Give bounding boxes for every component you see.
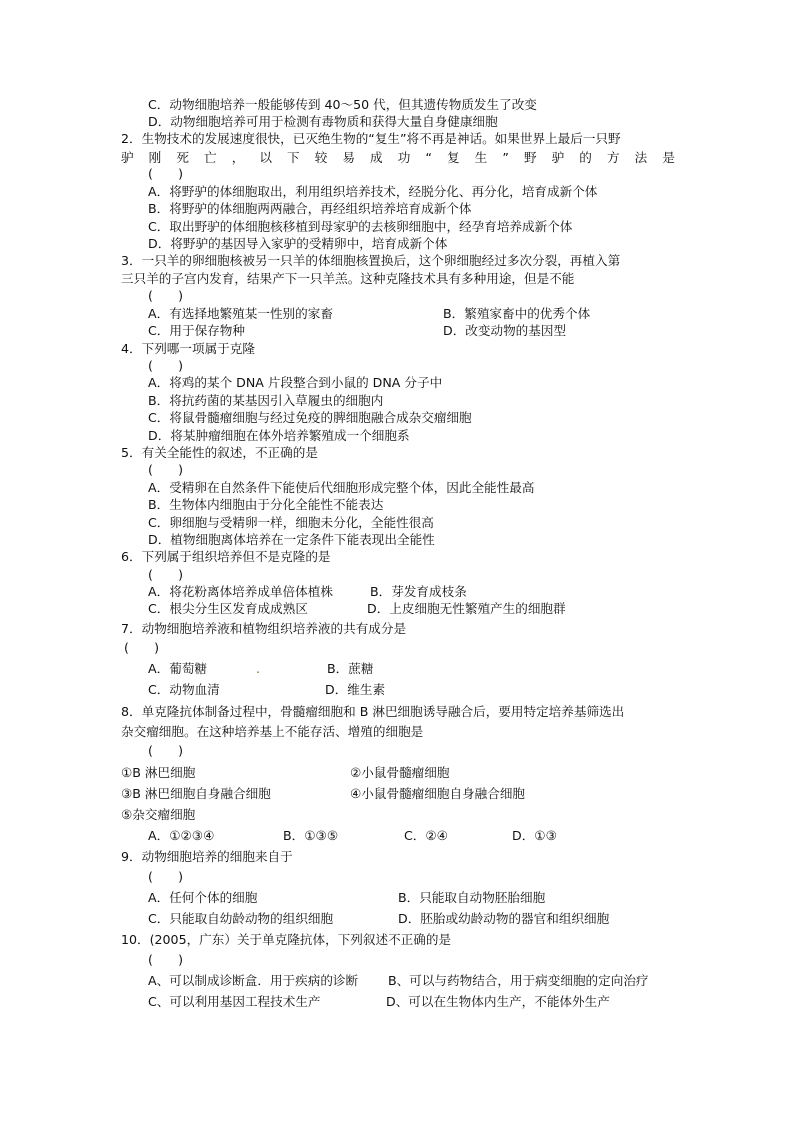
- q2-line2-char: 亡: [204, 150, 217, 165]
- q2-answer-paren: ( ): [148, 166, 184, 181]
- q5-option-a: A．受精卵在自然条件下能使后代细胞形成完整个体，因此全能性最高: [148, 480, 535, 495]
- q8-stem-line1: 8．单克隆抗体制备过程中，骨髓瘤细胞和 B 淋巴细胞诱导融合后，要用特定培养基筛选出: [121, 704, 625, 719]
- q6-option-b: B．芽发育成枝条: [370, 584, 467, 599]
- q10-stem: 10．(2005，广东）关于单克隆抗体，下列叙述不正确的是: [121, 932, 452, 947]
- q7-option-c: C．动物血清: [148, 682, 220, 697]
- q4-answer-paren: ( ): [148, 358, 184, 373]
- q2-line2-char: 以: [259, 150, 272, 165]
- q2-line2-char: 较: [314, 150, 328, 165]
- q4-option-b: B．将抗药菌的某基因引入草履虫的细胞内: [148, 393, 384, 408]
- q5-option-d: D．植物细胞离体培养在一定条件下能表现出全能性: [148, 532, 435, 547]
- q9-option-c: C．只能取自幼龄动物的组织细胞: [148, 911, 334, 926]
- q2-option-d: D．将野驴的基因导入家驴的受精卵中，培育成新个体: [148, 236, 448, 251]
- q8-option-b: B．①③⑤: [283, 828, 339, 843]
- q3-option-b: B．繁殖家畜中的优秀个体: [443, 306, 591, 321]
- q3-option-c: C．用于保存物种: [148, 323, 245, 338]
- q9-option-a: A．任何个体的细胞: [148, 890, 258, 905]
- q10-option-c: C、可以利用基因工程技术生产: [148, 994, 321, 1009]
- q8-stem-line2: 杂交瘤细胞。在这种培养基上不能存活、增殖的细胞是: [121, 724, 424, 739]
- q8-option-a: A．①②③④: [148, 828, 215, 843]
- q8-answer-paren: ( ): [148, 743, 184, 758]
- q2-line2-char: 死: [176, 150, 189, 165]
- q3-option-a: A．有选择地繁殖某一性别的家畜: [148, 306, 333, 321]
- q2-line2-char: 法: [634, 150, 648, 165]
- q10-option-b: B、可以与药物结合，用于病变细胞的定向治疗: [388, 973, 649, 988]
- q2-line2-char: 驴: [551, 150, 565, 165]
- q5-stem: 5．有关全能性的叙述，不正确的是: [121, 445, 318, 460]
- q9-option-b: B．只能取自动物胚胎细胞: [398, 890, 546, 905]
- q4-stem: 4．下列哪一项属于克隆: [121, 341, 255, 356]
- q2-line2-char: 方: [606, 150, 620, 165]
- q7-stray-dot: .: [256, 661, 261, 676]
- q2-line2-char: “: [425, 150, 432, 165]
- q8-option-d: D．①③: [512, 828, 557, 843]
- q2-stem-line1: 2．生物技术的发展速度很快，已灭绝生物的“复生”将不再是神话。如果世界上最后一只野: [121, 131, 621, 146]
- q8-item-4: ④小鼠骨髓瘤细胞自身融合细胞: [350, 786, 526, 801]
- q2-line2-char: 易: [342, 150, 355, 165]
- q9-option-d: D．胚胎或幼龄动物的器官和组织细胞: [398, 911, 610, 926]
- q2-line2-char: 下: [287, 150, 300, 165]
- q2-line2-char: 复: [447, 150, 460, 165]
- q2-line2-char: 的: [579, 150, 592, 165]
- q10-answer-paren: ( ): [148, 952, 184, 967]
- q3-stem-line2: 三只羊的子宫内发育，结果产下一只羊羔。这种克隆技术具有多种用途，但是不能: [121, 271, 575, 286]
- q6-option-c: C．根尖分生区发育成成熟区: [148, 601, 308, 616]
- q2-line2-char: 功: [397, 150, 411, 165]
- q3-stem-line1: 3．一只羊的卵细胞核被另一只羊的体细胞核置换后，这个卵细胞经过多次分裂，再植入第: [121, 253, 621, 268]
- q6-answer-paren: ( ): [148, 567, 184, 582]
- q9-answer-paren: ( ): [148, 869, 184, 884]
- q7-option-b: B．蔗糖: [327, 661, 374, 676]
- q3-answer-paren: ( ): [148, 288, 184, 303]
- q8-option-c: C．②④: [404, 828, 448, 843]
- q1-option-d: D．动物细胞培养可用于检测有毒物质和获得大量自身健康细胞: [148, 114, 498, 129]
- q2-stem-line2: [121, 149, 675, 166]
- q2-option-a: A．将野驴的体细胞取出，利用组织培养技术，经脱分化、再分化，培育成新个体: [148, 184, 598, 199]
- q5-option-c: C．卵细胞与受精卵一样，细胞未分化，全能性很高: [148, 515, 434, 530]
- q7-option-d: D．维生素: [325, 682, 386, 697]
- q2-line2-char: 野: [523, 150, 537, 165]
- q6-option-a: A．将花粉离体培养成单倍体植株: [148, 584, 333, 599]
- q6-stem: 6．下列属于组织培养但不是克隆的是: [121, 549, 331, 564]
- q3-option-d: D．改变动物的基因型: [443, 323, 567, 338]
- q2-line2-char: ”: [502, 150, 509, 165]
- q7-option-a: A．葡萄糖: [148, 661, 207, 676]
- q2-line2-char: 刚: [148, 150, 162, 165]
- q2-line2-char: 是: [662, 150, 675, 165]
- q10-option-a: A、可以制成诊断盒．用于疾病的诊断: [148, 973, 359, 988]
- q1-option-c: C．动物细胞培养一般能够传到 40～50 代，但其遗传物质发生了改变: [148, 97, 537, 112]
- q2-line2-char: 驴: [121, 150, 134, 165]
- q2-line2-char: ，: [231, 150, 245, 165]
- q4-option-a: A．将鸡的某个 DNA 片段整合到小鼠的 DNA 分子中: [148, 375, 443, 390]
- q8-item-3: ③B 淋巴细胞自身融合细胞: [121, 786, 271, 801]
- q2-line2-char: 成: [370, 150, 383, 165]
- q2-option-c: C．取出野驴的体细胞核移植到母家驴的去核卵细胞中，经孕育培养成新个体: [148, 219, 573, 234]
- q4-option-c: C．将鼠骨髓瘤细胞与经过免疫的脾细胞融合成杂交瘤细胞: [148, 410, 472, 425]
- q9-stem: 9．动物细胞培养的细胞来自于: [121, 849, 293, 864]
- q6-option-d: D．上皮细胞无性繁殖产生的细胞群: [367, 601, 566, 616]
- q8-item-5: ⑤杂交瘤细胞: [121, 807, 196, 822]
- q7-answer-paren: ( ): [124, 640, 160, 655]
- q5-option-b: B．生物体内细胞由于分化全能性不能表达: [148, 497, 384, 512]
- q10-option-d: D、可以在生物体内生产，不能体外生产: [386, 994, 610, 1009]
- q2-line2-char: 生: [474, 150, 488, 165]
- q2-option-b: B．将野驴的体细胞两两融合，再经组织培养培育成新个体: [148, 201, 472, 216]
- q7-stem: 7．动物细胞培养液和植物组织培养液的共有成分是: [121, 621, 407, 636]
- q5-answer-paren: ( ): [148, 462, 184, 477]
- q8-item-2: ②小鼠骨髓瘤细胞: [350, 765, 450, 780]
- q8-item-1: ①B 淋巴细胞: [121, 765, 196, 780]
- q4-option-d: D．将某肿瘤细胞在体外培养繁殖成一个细胞系: [148, 428, 410, 443]
